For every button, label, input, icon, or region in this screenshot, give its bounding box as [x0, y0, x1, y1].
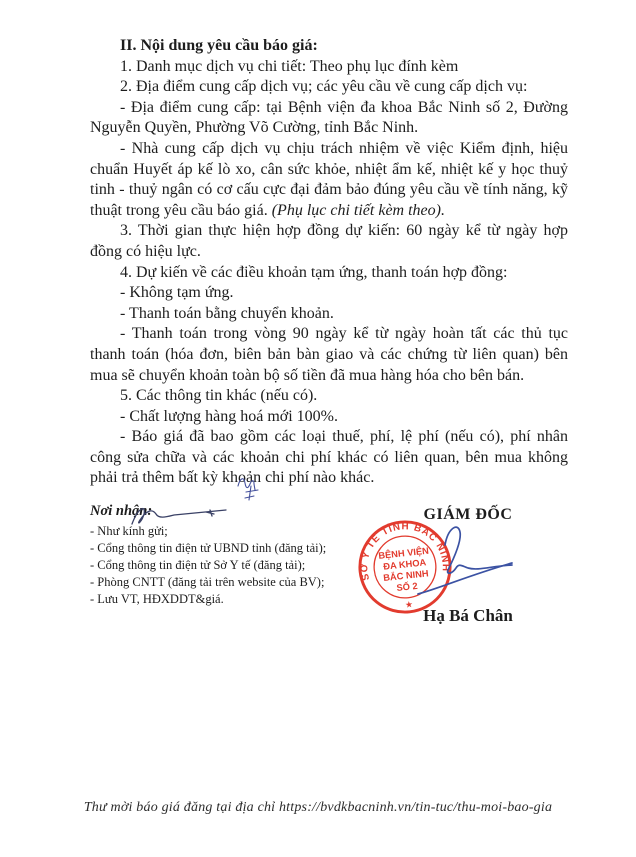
paragraph-2: 2. Địa điểm cung cấp dịch vụ; các yêu cầu về cung cấp dịch vụ: [120, 78, 528, 96]
footer-note: Thư mời báo giá đăng tại địa chỉ https://bvdkbacninh.vn/tin-tuc/thu-moi-bao-gia [83, 800, 553, 815]
recipients-label: Nơi nhận: [90, 503, 153, 519]
paragraph-4-text: - Nhà cung cấp dịch vụ chịu trách nhiệm về việc Kiểm định, hiệu chuẩn Huyết áp kế lò xo, cân sức khỏe, nhiệt ẩm kế, nhiệt kế y học thuỷ tinh - thuỷ ngân có cơ cấu cực đại đảm bảo đúng yêu cầu về tính năng, kỹ thuật trong yêu cầu báo giá. [90, 139, 568, 219]
recipient-item-5: - Lưu VT, HĐXDDT&giá. [90, 592, 224, 606]
handwritten-initials-mark [232, 470, 268, 504]
paragraph-10: 5. Các thông tin khác (nếu có). [120, 387, 318, 405]
seal-line-4: SỐ 2 [396, 580, 419, 594]
paragraph-12: - Báo giá đã bao gồm các loại thuế, phí, lệ phí (nếu có), phí nhân công sửa chữa và các khoản chi phí khác có liên quan, bên mua không phải trả thêm bất kỳ khoản chi phí nào khác. [90, 428, 568, 487]
paragraph-4 [90, 139, 568, 221]
document-body [90, 36, 568, 489]
paragraph-1: 1. Danh mục dịch vụ chi tiết: Theo phụ lục đính kèm [120, 57, 459, 75]
paragraph-7: - Không tạm ứng. [120, 284, 234, 302]
recipient-item-3: - Cổng thông tin điện tử Sở Y tế (đăng tải); [90, 558, 306, 572]
recipient-item-4: - Phòng CNTT (đăng tải trên website của BV); [90, 575, 325, 589]
director-name: Hạ Bá Chân [423, 606, 513, 625]
recipient-item-2: - Cổng thông tin điện tử UBND tỉnh (đăng tải); [90, 541, 327, 555]
paragraph-4-italic-note: (Phụ lục chi tiết kèm theo). [271, 201, 445, 219]
paragraph-11: - Chất lượng hàng hoá mới 100%. [120, 407, 339, 425]
section-heading: II. Nội dung yêu cầu báo giá: [120, 37, 318, 54]
director-title: GIÁM ĐỐC [423, 506, 513, 523]
director-signature [405, 515, 535, 615]
seal-line-3: BẮC NINH [382, 568, 430, 584]
paragraph-5: 3. Thời gian thực hiện hợp đồng dự kiến: 60 ngày kể từ ngày hợp đồng có hiệu lực. [90, 222, 568, 260]
seal-ring-text: SỞ Y TẾ TỈNH BẮC NINH [359, 521, 451, 582]
paragraph-6: 4. Dự kiến về các điều khoản tạm ứng, thanh toán hợp đồng: [120, 263, 508, 281]
seal-line-1: BỆNH VIỆN [377, 545, 430, 561]
recipient-item-1: - Như kính gửi; [90, 524, 168, 538]
paragraph-8: - Thanh toán bằng chuyển khoản. [120, 304, 334, 322]
paragraph-3: - Địa điểm cung cấp: tại Bệnh viện đa khoa Bắc Ninh số 2, Đường Nguyễn Quyền, Phường Võ Cường, tỉnh Bắc Ninh. [90, 98, 568, 137]
seal-line-2: ĐA KHOA [382, 557, 427, 572]
recipients-initials-scribble [126, 500, 241, 530]
paragraph-9: - Thanh toán trong vòng 90 ngày kể từ ngày hoàn tất các thủ tục thanh toán (hóa đơn, biên bản bàn giao và các chứng từ liên quan) bên mua sẽ chuyển khoản toàn bộ số tiền đã mua hàng hóa cho bên bán. [90, 325, 568, 384]
seal-star-icon: ★ [404, 599, 414, 610]
